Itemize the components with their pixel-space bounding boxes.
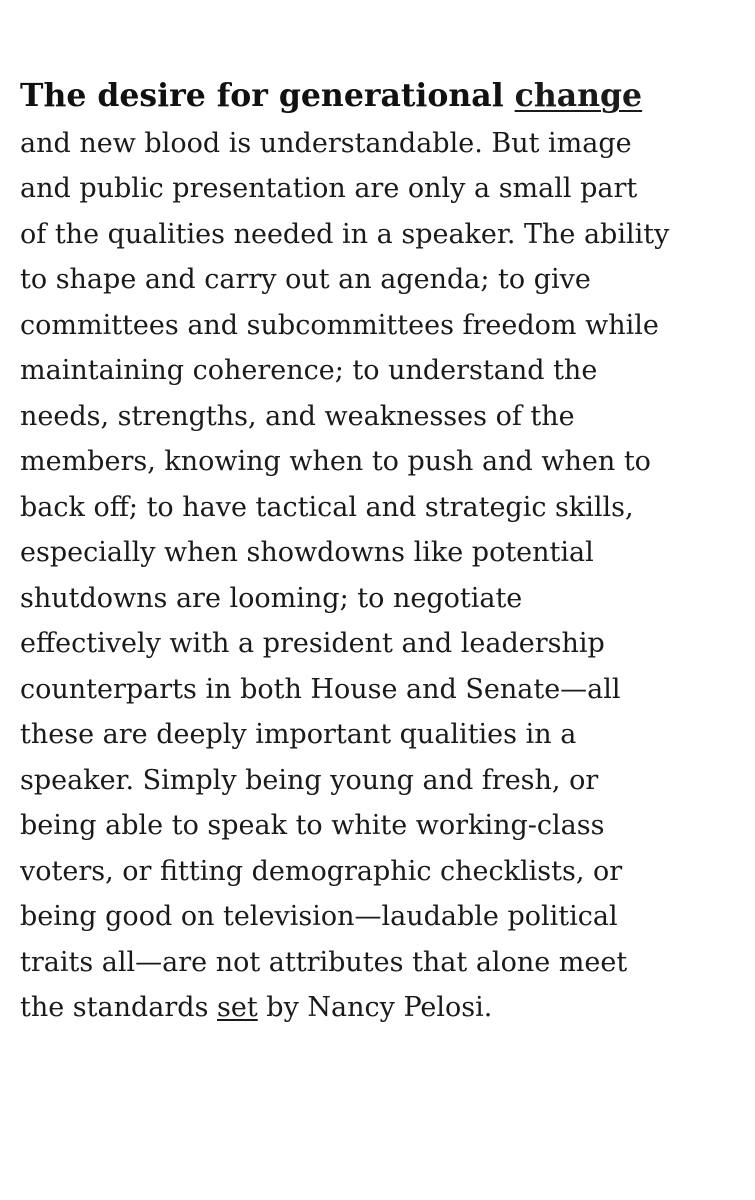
text-line-12: effectively with a president and leadership [20,628,605,659]
text-line-4: to shape and carry out an agenda; to give [20,264,591,295]
change-link[interactable]: change [514,77,643,114]
text-line-15: speaker. Simply being young and fresh, or [20,764,599,796]
lead-line [20,73,745,121]
text-line-5: committees and subcommittees freedom while [20,309,659,341]
text-line-7: needs, strengths, and weaknesses of the [20,400,575,432]
text-line-17: voters, or fitting demographic checklists, or [20,855,623,887]
text-line-11: shutdowns are looming; to negotiate [20,582,523,614]
last-line [20,985,745,1031]
text-line-8: members, knowing when to push and when to [20,446,651,477]
text-line-19: traits all—are not attributes that alone meet [20,946,628,978]
text-line-2: and public presentation are only a small part [20,173,638,204]
paragraph [20,73,745,1031]
text-line-6: maintaining coherence; to understand the [20,355,598,386]
lead-text: The desire for generational [20,77,504,114]
text-line-1: and new blood is understandable. But image [20,127,632,159]
last-line-end: by Nancy Pelosi. [257,992,493,1023]
text-line-14: these are deeply important qualities in a [20,719,577,750]
text-line-9: back off; to have tactical and strategic skills, [20,491,634,523]
text-line-3: of the qualities needed in a speaker. The ability [20,218,670,250]
set-link[interactable]: set [217,992,258,1023]
text-line-13: counterparts in both House and Senate—all [20,673,621,705]
last-line-start: the standards [20,992,218,1023]
text-line-16: being able to speak to white working-class [20,810,605,841]
text-line-10: especially when showdowns like potential [20,537,594,568]
article-body [20,73,745,1031]
text-line-18: being good on television—laudable political [20,901,618,932]
